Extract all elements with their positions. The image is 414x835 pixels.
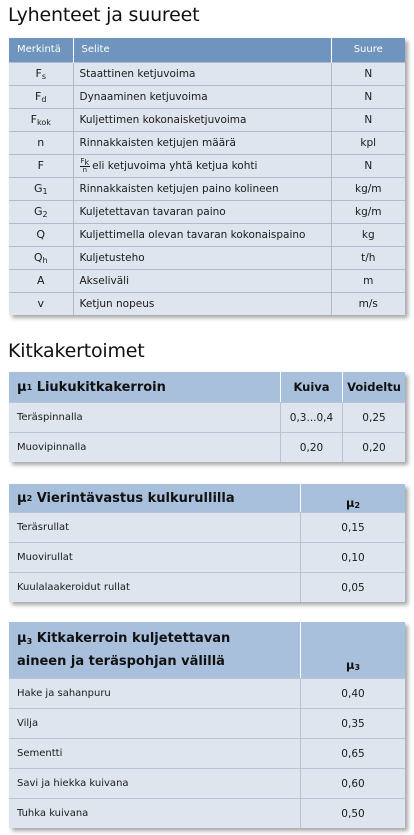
table-row <box>9 768 405 798</box>
symbol-text: F <box>37 159 44 172</box>
unit-cell: N <box>331 108 405 131</box>
mu-symbol: μ <box>17 630 27 646</box>
row-label: Hake ja sahanpuru <box>9 679 301 708</box>
symbol-text: v <box>37 297 44 311</box>
row-label: Sementti <box>9 739 301 768</box>
material-friction-heading-line2: aineen ja teräspohjan välillä <box>17 653 225 669</box>
symbol-subscript: kok <box>36 117 51 127</box>
table-row <box>9 432 405 462</box>
unit-cell: m/s <box>331 292 405 315</box>
table-row <box>9 572 405 602</box>
table-row <box>9 708 405 738</box>
table-row <box>9 798 405 828</box>
sliding-friction-table <box>9 372 405 462</box>
row-label: Kuulalaakeroidut rullat <box>9 573 301 602</box>
value-cell: 0,50 <box>341 807 365 820</box>
symbol-subscript: d <box>41 94 47 104</box>
row-label: Muovipinnalla <box>9 433 281 462</box>
description-cell: Ketjun nopeus <box>73 292 331 315</box>
column-header-lubricated: Voideltu <box>347 380 401 394</box>
symbol-text: F <box>35 89 42 103</box>
table-row <box>9 177 405 200</box>
material-friction-table <box>9 622 405 828</box>
value-cell: 0,65 <box>341 747 365 760</box>
value-cell: 0,15 <box>341 521 365 534</box>
rolling-resistance-table <box>9 484 405 602</box>
sliding-friction-heading: Liukukitkakerroin <box>36 379 166 395</box>
row-label: Muovirullat <box>9 543 301 572</box>
mu-subscript: 1 <box>26 382 33 392</box>
mu-subscript: 2 <box>26 493 33 503</box>
description-cell: Dynaaminen ketjuvoima <box>73 85 331 108</box>
mu-symbol: μ <box>17 490 27 506</box>
table-row <box>9 542 405 572</box>
description-cell: Staattinen ketjuvoima <box>73 62 331 85</box>
column-header-mu2: μ $_2$ <box>345 496 361 510</box>
symbol-text: Q <box>33 250 43 264</box>
symbol-cell <box>9 269 73 292</box>
table-row <box>9 62 405 85</box>
symbol-cell <box>9 108 73 131</box>
table-row <box>9 246 405 269</box>
row-label: Vilja <box>9 709 301 738</box>
unit-cell: m <box>331 269 405 292</box>
description-cell <box>73 154 331 177</box>
symbol-cell <box>9 223 73 246</box>
friction-section-title: Kitkakertoimet <box>8 340 145 362</box>
row-label: Savi ja hiekka kuivana <box>9 769 301 798</box>
symbol-subscript: h <box>42 255 48 265</box>
mu-subscript: 3 <box>26 636 33 646</box>
table-row <box>9 223 405 246</box>
row-label: Teräspinnalla <box>9 403 281 432</box>
column-header-dry: Kuiva <box>281 372 343 402</box>
table-row <box>9 292 405 315</box>
rolling-resistance-heading: Vierintävastus kulkurullilla <box>36 490 235 506</box>
table-row <box>9 738 405 768</box>
dry-value: 0,3...0,4 <box>281 403 343 432</box>
column-header-unit: Suure <box>331 38 405 62</box>
table-row <box>9 512 405 542</box>
column-header-symbol: Merkintä <box>9 38 73 62</box>
description-cell: Kuljettimen kokonaisketjuvoima <box>73 108 331 131</box>
mu-symbol: μ <box>17 379 27 395</box>
fraction <box>80 158 91 174</box>
table-row <box>9 154 405 177</box>
symbol-text: F <box>35 66 42 80</box>
material-friction-heading-line1: Kitkakerroin kuljetettavan <box>36 630 231 646</box>
table-row <box>9 108 405 131</box>
sliding-friction-header <box>9 372 405 402</box>
description-cell: Kuljetusteho <box>73 246 331 269</box>
value-cell: 0,10 <box>341 551 365 564</box>
unit-cell: t/h <box>331 246 405 269</box>
description-cell: Kuljetettavan tavaran paino <box>73 200 331 223</box>
symbol-text: n <box>37 136 45 149</box>
table-row <box>9 678 405 708</box>
table-row <box>9 402 405 432</box>
value-cell: 0,35 <box>341 717 365 730</box>
table-row <box>9 269 405 292</box>
lubricated-value: 0,20 <box>362 441 386 454</box>
page-title: Lyhenteet ja suureet <box>8 4 200 26</box>
unit-cell: kpl <box>331 131 405 154</box>
symbol-cell <box>9 62 73 85</box>
symbol-subscript: 2 <box>42 209 48 219</box>
symbol-cell <box>9 177 73 200</box>
symbol-cell <box>9 246 73 269</box>
fraction-numerator-symbol: F <box>80 156 85 165</box>
symbol-cell <box>9 85 73 108</box>
symbol-text: G <box>33 204 43 218</box>
symbol-subscript: s <box>41 71 46 81</box>
value-cell: 0,05 <box>341 581 365 594</box>
unit-cell: N <box>331 154 405 177</box>
symbol-subscript: 1 <box>42 186 48 196</box>
row-label: Teräsrullat <box>9 513 301 542</box>
description-cell: Rinnakkaisten ketjujen määrä <box>73 131 331 154</box>
lubricated-value: 0,25 <box>362 411 386 424</box>
dry-value: 0,20 <box>281 433 343 462</box>
symbol-cell <box>9 292 73 315</box>
unit-cell: kg <box>331 223 405 246</box>
column-header-description: Selite <box>73 38 331 62</box>
description-cell: Kuljettimella olevan tavaran kokonaispaino <box>73 223 331 246</box>
symbol-text: Q <box>36 228 46 241</box>
symbol-text: F <box>30 112 37 126</box>
symbol-cell <box>9 200 73 223</box>
rolling-resistance-header <box>9 484 405 512</box>
table-row <box>9 131 405 154</box>
symbol-cell <box>9 131 73 154</box>
table-row <box>9 85 405 108</box>
unit-cell: kg/m <box>331 200 405 223</box>
symbol-text: A <box>36 274 45 287</box>
symbol-cell <box>9 154 73 177</box>
symbol-text: G <box>33 181 43 195</box>
unit-cell: N <box>331 62 405 85</box>
unit-cell: kg/m <box>331 177 405 200</box>
abbreviations-table <box>9 38 405 315</box>
row-label: Tuhka kuivana <box>9 799 301 828</box>
material-friction-header <box>9 622 405 678</box>
column-header-mu3: μ $_3$ <box>345 658 361 672</box>
description-cell: Akseliväli <box>73 269 331 292</box>
fraction-denominator: n <box>82 165 88 174</box>
value-cell: 0,40 <box>341 687 365 700</box>
value-cell: 0,60 <box>341 777 365 790</box>
fraction-numerator-subscript: k <box>84 157 90 167</box>
description-text: eli ketjuvoima yhtä ketjua kohti <box>92 159 258 172</box>
unit-cell: N <box>331 85 405 108</box>
description-cell: Rinnakkaisten ketjujen paino kolineen <box>73 177 331 200</box>
table-row <box>9 200 405 223</box>
